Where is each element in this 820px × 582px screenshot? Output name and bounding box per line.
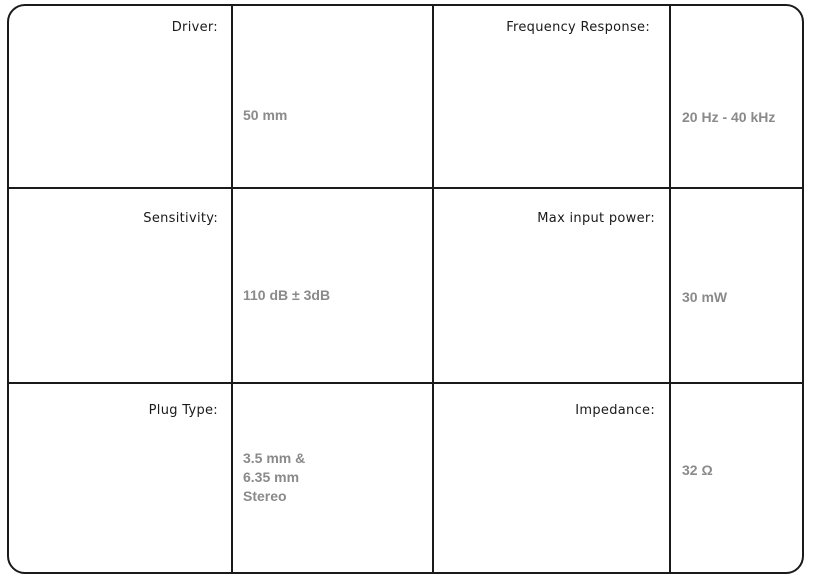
max-input-power-label: Max input power: xyxy=(537,211,655,226)
row-divider xyxy=(9,187,802,189)
sensitivity-value: 110 dB ± 3dB xyxy=(243,287,331,303)
frequency-response-label: Frequency Response: xyxy=(506,20,650,35)
spec-table xyxy=(7,4,804,574)
frequency-response-value: 20 Hz - 40 kHz xyxy=(682,109,776,125)
sensitivity-label: Sensitivity: xyxy=(143,211,218,226)
impedance-label: Impedance: xyxy=(575,403,655,418)
plug-type-value-line: 3.5 mm & xyxy=(243,450,306,466)
plug-type-value xyxy=(243,449,305,506)
impedance-value: 32 Ω xyxy=(682,462,713,478)
plug-type-value-line: Stereo xyxy=(243,488,287,504)
column-divider xyxy=(669,6,671,572)
column-divider xyxy=(432,6,434,572)
max-input-power-value: 30 mW xyxy=(682,289,728,305)
driver-value: 50 mm xyxy=(243,107,288,123)
driver-label: Driver: xyxy=(171,20,218,35)
row-divider xyxy=(9,382,802,384)
plug-type-value-line: 6.35 mm xyxy=(243,469,300,485)
plug-type-label: Plug Type: xyxy=(148,403,218,418)
column-divider xyxy=(231,6,233,572)
